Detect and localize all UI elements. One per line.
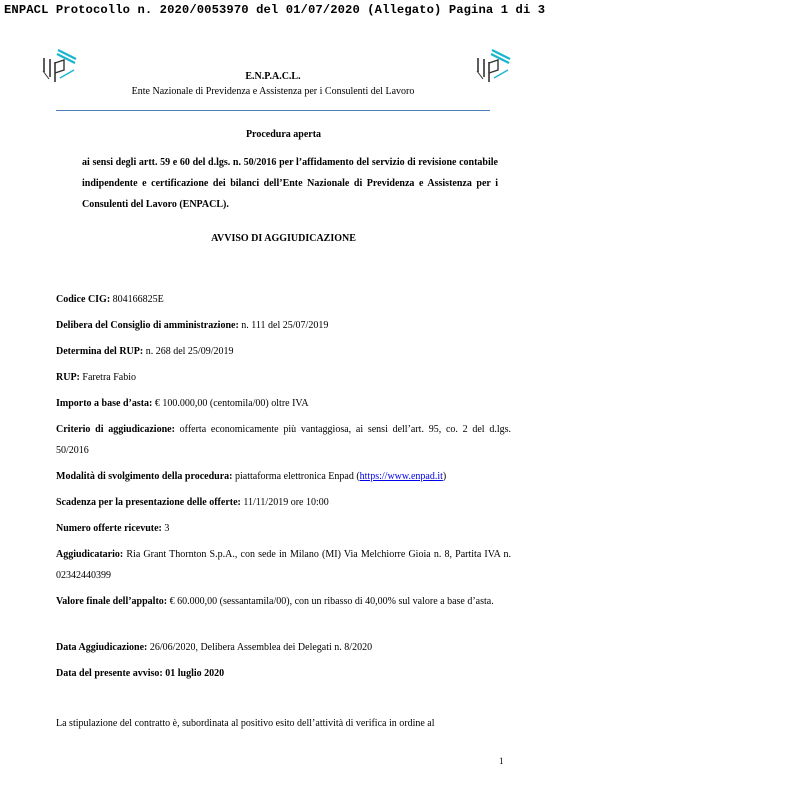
org-full-name: Ente Nazionale di Previdenza e Assistenza per i Consulenti del Lavoro <box>131 86 415 97</box>
field-value: Ria Grant Thornton S.p.A., con sede in Milano (MI) Via Melchiorre Gioia n. 8, Partita IVA n. 02342440399 <box>56 549 512 581</box>
field-aggiudicatario <box>56 544 511 586</box>
field-label: Modalità di svolgimento della procedura: <box>56 471 233 482</box>
notice-title: AVVISO DI AGGIUDICAZIONE <box>211 233 356 244</box>
field-value: 01 luglio 2020 <box>165 668 225 679</box>
field-value: 26/06/2020, Delibera Assemblea dei Delegati n. 8/2020 <box>149 642 373 653</box>
field-value: € 100.000,00 (centomila/00) oltre IVA <box>154 398 309 409</box>
field-value: 11/11/2019 ore 10:00 <box>243 497 329 508</box>
org-name: E.N.P.A.C.L. <box>245 71 301 82</box>
procedure-title: Procedura aperta <box>245 129 322 140</box>
field-label: Importo a base d’asta: <box>56 398 153 409</box>
field-value: piattaforma elettronica Enpad ( <box>234 471 360 482</box>
procedure-intro: ai sensi degli artt. 59 e 60 del d.lgs. n. 50/2016 per l’affidamento del servizio di revisione contabile indipendente e certificazione dei bilanci dell’Ente Nazionale di Previdenza e Assistenza per i Consulenti del Lavoro (ENPACL). <box>82 157 498 210</box>
field-importo <box>56 393 511 414</box>
header-divider <box>56 110 490 111</box>
field-value: € 60.000,00 (sessantamila/00), con un ribasso di 40,00% sul valore a base d’asta. <box>169 596 494 607</box>
field-numero-offerte <box>56 518 511 539</box>
field-rup <box>56 367 511 388</box>
field-value: n. 111 del 25/07/2019 <box>241 320 329 331</box>
field-label: Data del presente avviso: <box>56 668 163 679</box>
field-determina <box>56 341 511 362</box>
field-value: 804166825E <box>112 294 164 305</box>
field-label: Data Aggiudicazione: <box>56 642 148 653</box>
field-criterio <box>56 419 511 461</box>
field-modalita <box>56 466 511 487</box>
field-label: Criterio di aggiudicazione: <box>56 424 175 435</box>
field-value: offerta economicamente più vantaggiosa, ai sensi dell’art. 95, co. 2 del d.lgs. 50/2016 <box>56 424 512 456</box>
field-label: Valore finale dell’appalto: <box>56 596 168 607</box>
field-delibera <box>56 315 511 336</box>
field-label: Determina del RUP: <box>56 346 144 357</box>
protocol-stamp: ENPACL Protocollo n. 2020/0053970 del 01/07/2020 (Allegato) Pagina 1 di 3 <box>4 3 546 17</box>
field-label: Delibera del Consiglio di amministrazione: <box>56 320 239 331</box>
field-label: Numero offerte ricevute: <box>56 523 162 534</box>
field-label: RUP: <box>56 372 80 383</box>
field-value: Faretra Fabio <box>82 372 136 383</box>
field-value: 3 <box>164 523 170 534</box>
enpad-link[interactable]: https://www.enpad.it <box>359 471 443 482</box>
field-value-end: ) <box>442 471 447 482</box>
field-data-aggiudicazione <box>56 637 511 658</box>
field-label: Aggiudicatario: <box>56 549 124 560</box>
field-cig <box>56 289 511 310</box>
field-valore-finale <box>56 591 511 612</box>
field-label: Scadenza per la presentazione delle offerte: <box>56 497 241 508</box>
page-number: 1 <box>499 756 504 766</box>
field-scadenza <box>56 492 511 513</box>
field-data-avviso <box>56 663 511 684</box>
field-value: n. 268 del 25/09/2019 <box>145 346 234 357</box>
field-label: Codice CIG: <box>56 294 111 305</box>
closing-paragraph: La stipulazione del contratto è, subordinata al positivo esito dell’attività di verifica in ordine al <box>56 718 435 729</box>
